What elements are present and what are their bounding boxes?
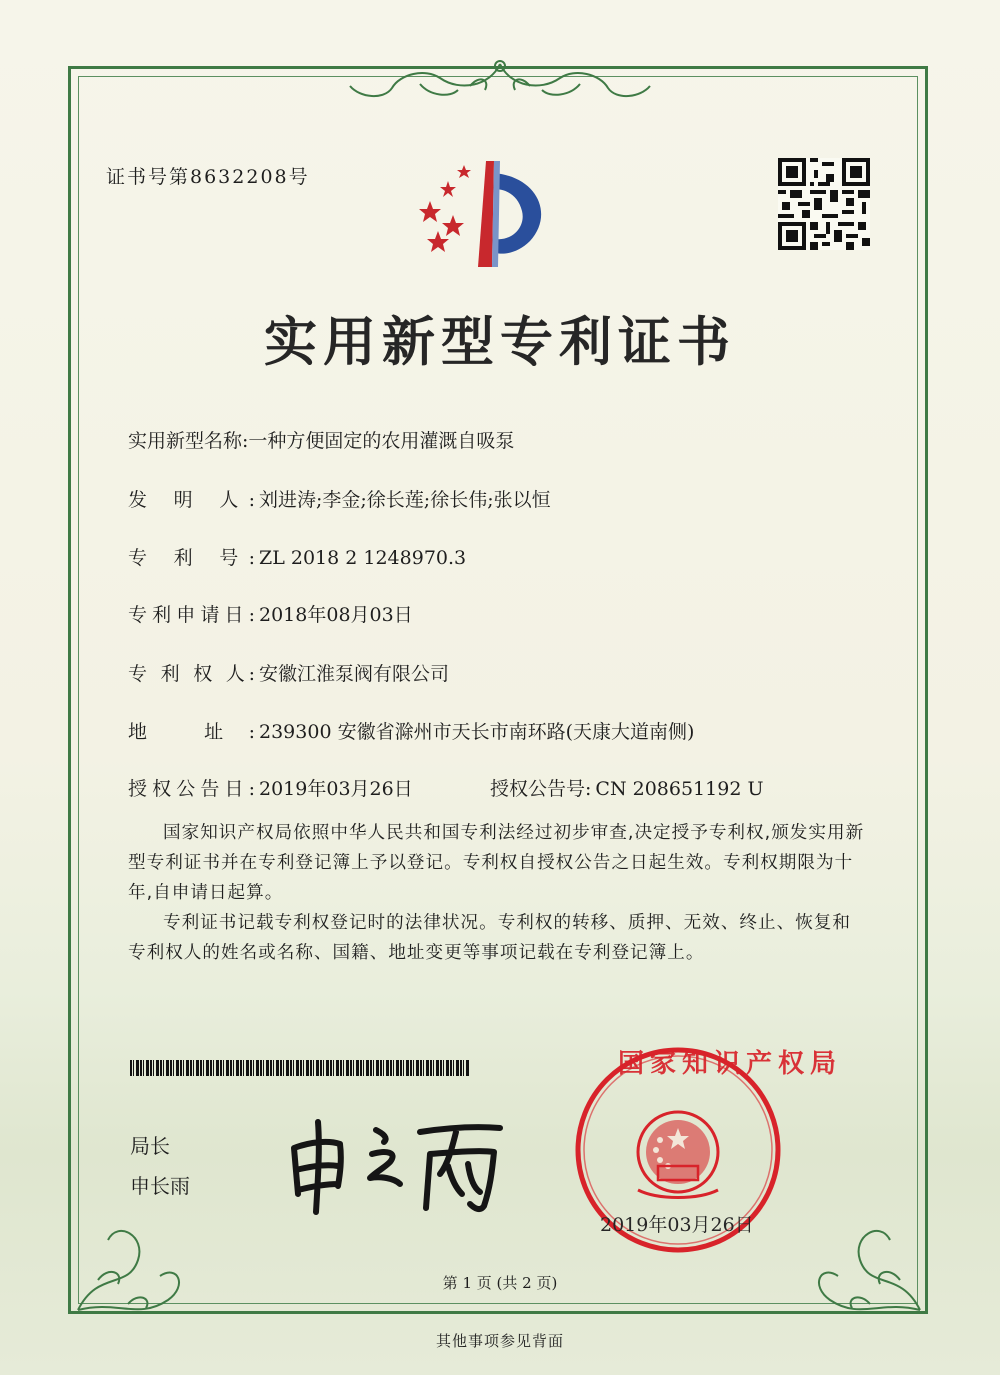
field-inventor-value: 刘进涛;李金;徐长莲;徐长伟;张以恒 xyxy=(259,489,551,511)
field-application-date xyxy=(128,600,413,627)
back-page-note: 其他事项参见背面 xyxy=(435,1332,564,1350)
bottom-right-ornament-icon xyxy=(790,1180,930,1320)
field-name-value: 一种方便固定的农用灌溉自吸泵 xyxy=(248,430,515,452)
certificate-number: 证书号第8632208号 xyxy=(106,166,310,188)
field-grant-date-label: 授权公告日: xyxy=(128,778,255,800)
field-name-label: 实用新型名称: xyxy=(128,430,249,452)
field-inventor-label: 发 明 人: xyxy=(128,489,255,511)
field-patentee xyxy=(128,659,449,686)
field-address-value: 239300 安徽省滁州市天长市南环路(天康大道南侧) xyxy=(259,721,695,743)
handwritten-signature-icon xyxy=(280,1108,510,1218)
director-name: 申长雨 xyxy=(130,1174,190,1198)
field-patentee-label: 专 利 权 人: xyxy=(128,663,255,685)
field-grant-number-value: CN 208651192 U xyxy=(595,778,764,800)
field-grant-number-label: 授权公告号: xyxy=(490,778,592,800)
top-ornament-icon xyxy=(340,56,660,106)
bottom-left-ornament-icon xyxy=(68,1180,208,1320)
field-patent-number xyxy=(128,543,466,570)
field-application-date-value: 2018年08月03日 xyxy=(259,604,413,626)
director-title: 局长 xyxy=(130,1134,170,1158)
field-utility-model-name xyxy=(128,426,514,453)
body-text xyxy=(128,818,868,968)
field-grant-number xyxy=(490,774,763,801)
page-number: 第 1 页 (共 2 页) xyxy=(442,1274,558,1292)
field-address xyxy=(128,717,694,744)
field-patentee-value: 安徽江淮泵阀有限公司 xyxy=(259,663,450,685)
field-address-label: 地 址: xyxy=(128,721,255,743)
certificate-title: 实用新型专利证书 xyxy=(264,312,736,373)
field-application-date-label: 专利申请日: xyxy=(128,604,255,626)
patent-office-logo-icon xyxy=(408,155,558,273)
barcode-icon xyxy=(130,1060,470,1076)
field-inventor xyxy=(128,485,551,512)
body-paragraph-2: 专利证书记载专利权登记时的法律状况。专利权的转移、质押、无效、终止、恢复和专利权人的姓名或名称、国籍、地址变更等事项记载在专利登记簿上。 xyxy=(128,913,851,963)
field-grant-date xyxy=(128,774,413,801)
field-patent-number-value: ZL 2018 2 1248970.3 xyxy=(259,547,467,569)
qr-code-icon xyxy=(778,158,870,250)
seal-text: 国家知识产权局 xyxy=(618,1049,843,1079)
field-grant-date-value: 2019年03月26日 xyxy=(259,778,413,800)
field-patent-number-label: 专 利 号: xyxy=(128,547,255,569)
body-paragraph-1: 国家知识产权局依照中华人民共和国专利法经过初步审查,决定授予专利权,颁发实用新型专利证书并在专利登记簿上予以登记。专利权自授权公告之日起生效。专利权期限为十年,自申请日起算。 xyxy=(128,823,865,903)
seal-date: 2019年03月26日 xyxy=(600,1214,754,1236)
